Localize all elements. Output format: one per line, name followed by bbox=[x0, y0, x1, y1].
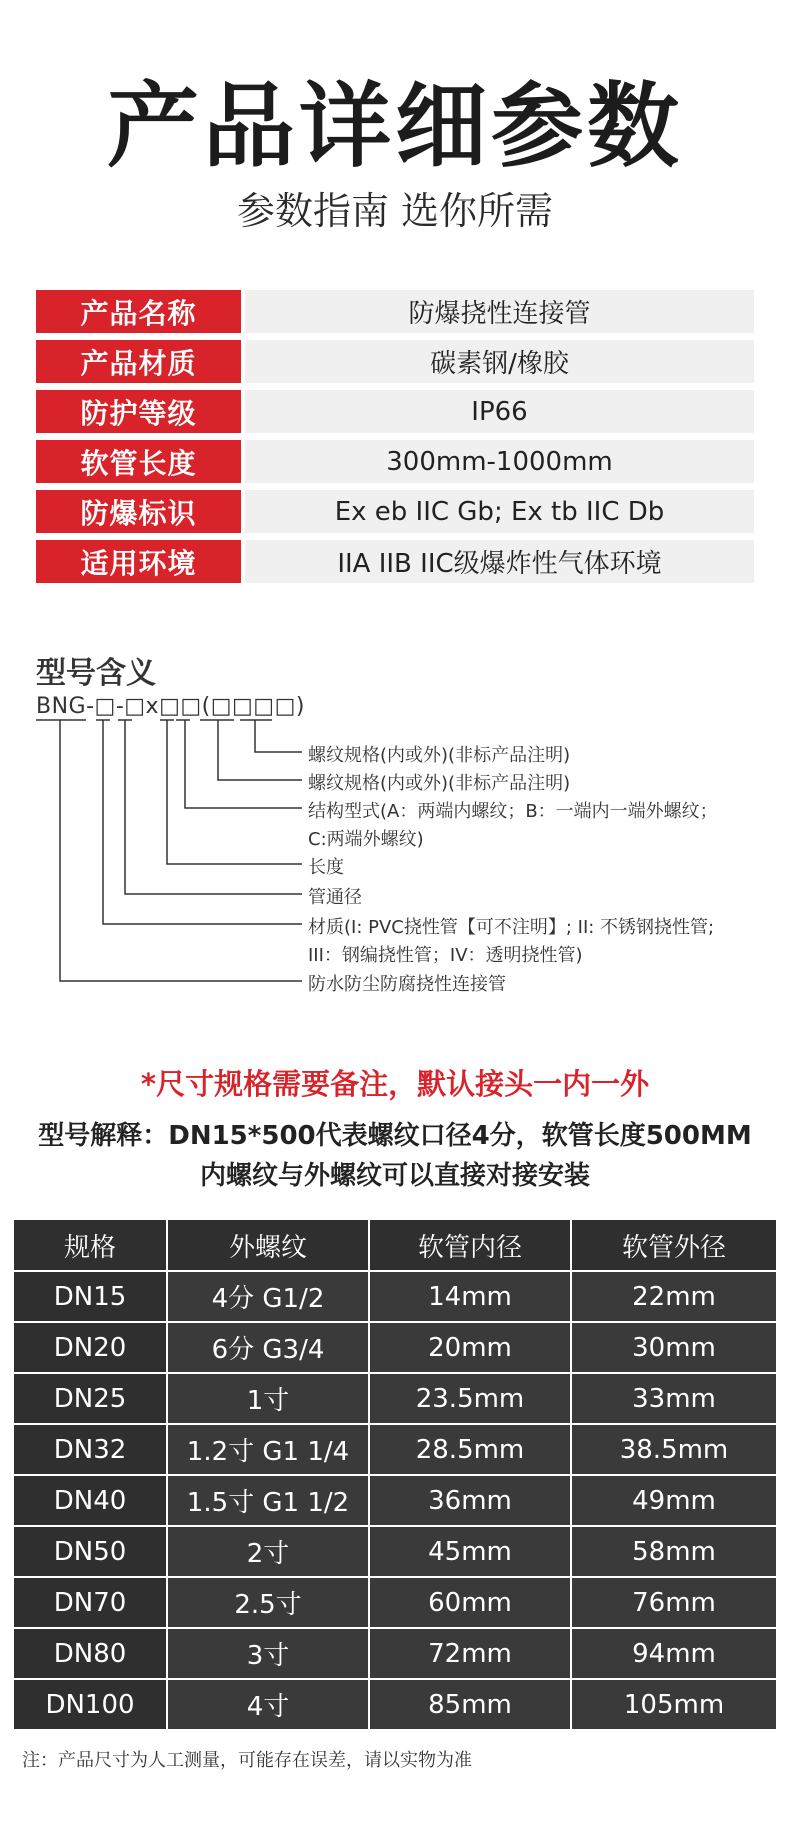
model-desc-structure: 结构型式(A：两端内螺纹；B：一端内一端外螺纹； bbox=[308, 801, 718, 822]
column-header: 软管外径 bbox=[572, 1220, 776, 1270]
table-cell: 2.5寸 bbox=[168, 1578, 368, 1627]
param-label: 适用环境 bbox=[36, 540, 241, 583]
explanation-line-1: 型号解释：DN15*500代表螺纹口径4分，软管长度500MM bbox=[38, 1121, 752, 1151]
model-desc-product: 防水防尘防腐挠性连接管 bbox=[308, 974, 506, 995]
column-header: 软管内径 bbox=[370, 1220, 570, 1270]
model-desc-structure-cont: C:两端外螺纹) bbox=[308, 829, 424, 850]
table-cell: 72mm bbox=[370, 1629, 570, 1678]
model-desc-thread-1: 螺纹规格(内或外)(非标产品注明) bbox=[308, 745, 571, 766]
param-value: IP66 bbox=[245, 390, 754, 433]
table-cell: DN15 bbox=[14, 1272, 166, 1321]
param-value: 防爆挠性连接管 bbox=[245, 290, 754, 333]
table-cell: DN50 bbox=[14, 1527, 166, 1576]
param-label: 防爆标识 bbox=[36, 490, 241, 533]
model-heading: 型号含义 bbox=[36, 656, 156, 691]
model-explanation bbox=[0, 1116, 790, 1196]
param-value: 碳素钢/橡胶 bbox=[245, 340, 754, 383]
table-cell: 58mm bbox=[572, 1527, 776, 1576]
model-desc-length: 长度 bbox=[308, 857, 344, 878]
table-cell: 45mm bbox=[370, 1527, 570, 1576]
table-cell: 28.5mm bbox=[370, 1425, 570, 1474]
table-cell: 33mm bbox=[572, 1374, 776, 1423]
model-desc-thread-2: 螺纹规格(内或外)(非标产品注明) bbox=[308, 773, 571, 794]
table-cell: DN32 bbox=[14, 1425, 166, 1474]
table-cell: 36mm bbox=[370, 1476, 570, 1525]
table-cell: DN70 bbox=[14, 1578, 166, 1627]
table-row bbox=[14, 1323, 776, 1372]
param-row bbox=[36, 290, 754, 333]
spec-table bbox=[12, 1218, 778, 1731]
table-cell: 1.5寸 G1 1/2 bbox=[168, 1476, 368, 1525]
table-header-row bbox=[14, 1220, 776, 1270]
param-label: 防护等级 bbox=[36, 390, 241, 433]
table-cell: DN25 bbox=[14, 1374, 166, 1423]
table-cell: 4寸 bbox=[168, 1680, 368, 1729]
table-cell: 2寸 bbox=[168, 1527, 368, 1576]
table-cell: 20mm bbox=[370, 1323, 570, 1372]
model-desc-diameter: 管通径 bbox=[308, 887, 362, 908]
param-value: IIA IIB IIC级爆炸性气体环境 bbox=[245, 540, 754, 583]
table-cell: 23.5mm bbox=[370, 1374, 570, 1423]
table-row bbox=[14, 1578, 776, 1627]
model-desc-material-cont: III：钢编挠性管；IV：透明挠性管) bbox=[308, 945, 583, 966]
table-row bbox=[14, 1527, 776, 1576]
param-value: 300mm-1000mm bbox=[245, 440, 754, 483]
footer-note: 注：产品尺寸为人工测量，可能存在误差，请以实物为准 bbox=[22, 1750, 472, 1771]
table-row bbox=[14, 1629, 776, 1678]
param-row bbox=[36, 440, 754, 483]
table-cell: DN100 bbox=[14, 1680, 166, 1729]
table-cell: DN80 bbox=[14, 1629, 166, 1678]
table-cell: 30mm bbox=[572, 1323, 776, 1372]
table-row bbox=[14, 1425, 776, 1474]
table-cell: DN20 bbox=[14, 1323, 166, 1372]
param-label: 软管长度 bbox=[36, 440, 241, 483]
table-cell: 3寸 bbox=[168, 1629, 368, 1678]
table-cell: 49mm bbox=[572, 1476, 776, 1525]
table-row bbox=[14, 1680, 776, 1729]
table-cell: 1寸 bbox=[168, 1374, 368, 1423]
column-header: 规格 bbox=[14, 1220, 166, 1270]
param-row bbox=[36, 340, 754, 383]
table-cell: DN40 bbox=[14, 1476, 166, 1525]
table-cell: 94mm bbox=[572, 1629, 776, 1678]
table-cell: 85mm bbox=[370, 1680, 570, 1729]
table-cell: 14mm bbox=[370, 1272, 570, 1321]
table-row bbox=[14, 1272, 776, 1321]
table-cell: 6分 G3/4 bbox=[168, 1323, 368, 1372]
param-label: 产品材质 bbox=[36, 340, 241, 383]
table-cell: 4分 G1/2 bbox=[168, 1272, 368, 1321]
table-cell: 22mm bbox=[572, 1272, 776, 1321]
param-row bbox=[36, 390, 754, 433]
params-table bbox=[36, 290, 754, 590]
model-desc-material: 材质(I: PVC挠性管【可不注明】; II: 不锈钢挠性管; bbox=[308, 917, 715, 938]
size-note: *尺寸规格需要备注，默认接头一内一外 bbox=[140, 1067, 650, 1101]
table-cell: 38.5mm bbox=[572, 1425, 776, 1474]
model-code: BNG-□-□x□□(□□□□) bbox=[36, 694, 305, 719]
table-cell: 60mm bbox=[370, 1578, 570, 1627]
param-value: Ex eb IIC Gb; Ex tb IIC Db bbox=[245, 490, 754, 533]
param-row bbox=[36, 490, 754, 533]
table-row bbox=[14, 1374, 776, 1423]
table-cell: 76mm bbox=[572, 1578, 776, 1627]
param-row bbox=[36, 540, 754, 583]
table-cell: 105mm bbox=[572, 1680, 776, 1729]
table-cell: 1.2寸 G1 1/4 bbox=[168, 1425, 368, 1474]
page-subtitle: 参数指南 选你所需 bbox=[236, 189, 554, 233]
page-title: 产品详细参数 bbox=[106, 73, 683, 180]
explanation-line-2: 内螺纹与外螺纹可以直接对接安装 bbox=[199, 1161, 590, 1191]
column-header: 外螺纹 bbox=[168, 1220, 368, 1270]
table-row bbox=[14, 1476, 776, 1525]
param-label: 产品名称 bbox=[36, 290, 241, 333]
